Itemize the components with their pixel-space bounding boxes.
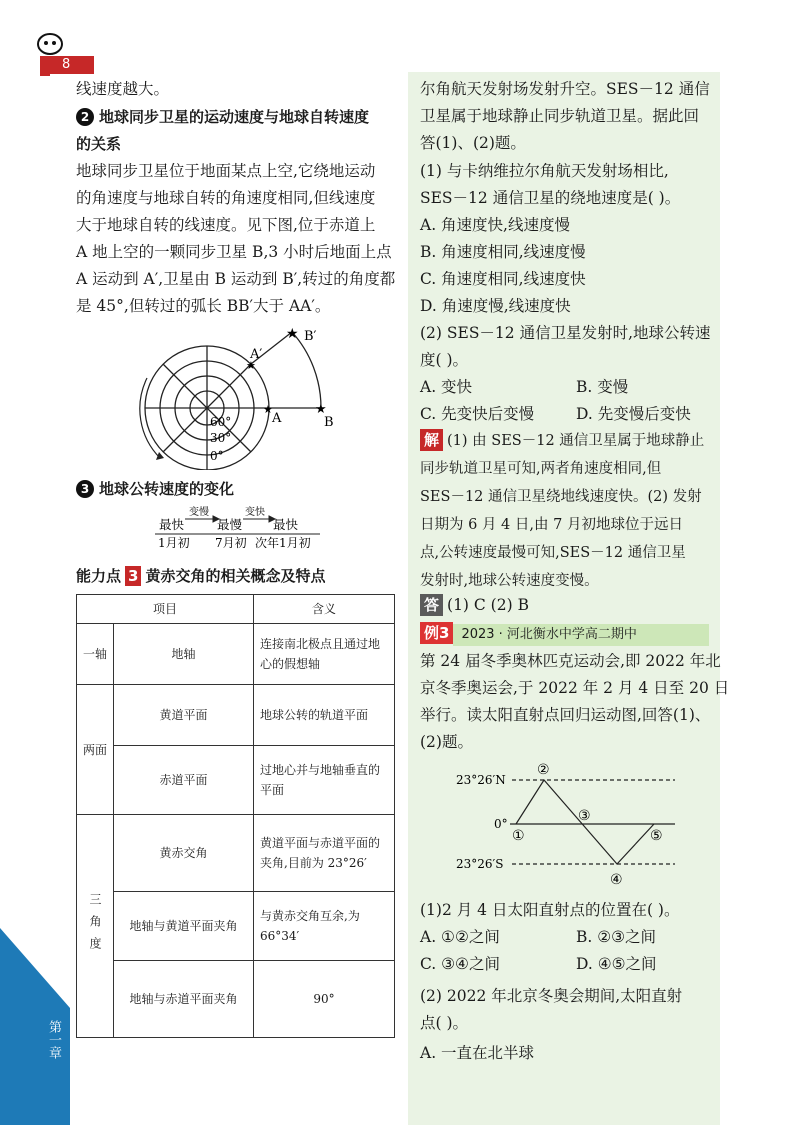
section3-heading (76, 476, 234, 502)
q1-option-b: B. 角速度相同,线速度慢 (420, 243, 586, 261)
q1-option-c: C. 角速度相同,线速度快 (420, 270, 586, 288)
group-one-axis: 一轴 (77, 624, 114, 685)
label-a-prime: A′ (250, 347, 263, 362)
ex-q1-option-d: D. ④⑤之间 (576, 955, 657, 973)
solution-tag: 解 (420, 429, 443, 451)
example-line-1: 第 24 届冬季奥林匹克运动会,即 2022 年北 (420, 652, 721, 670)
row-item: 地轴与黄道平面夹角 (114, 892, 254, 961)
ex-q1-option-a: A. ①②之间 (420, 928, 500, 946)
header-item: 项目 (77, 595, 254, 624)
solution-line-5: 点,公转速度最慢可知,SES－12 通信卫星 (420, 545, 686, 561)
lat-eq-label: 0° (494, 817, 508, 831)
point-3: ③ (578, 808, 591, 824)
section2-title-b: 的关系 (76, 135, 122, 153)
group-three-angles: 三角度 (77, 815, 114, 1038)
ex-q1-line: (1)2 月 4 日太阳直射点的位置在( )。 (420, 901, 680, 919)
section2-number: 2 (76, 108, 94, 126)
speed-s1: 最快 (159, 517, 185, 532)
q2-option-c: C. 先变快后变慢 (420, 405, 535, 423)
q2-line-1: (2) SES－12 通信卫星发射时,地球公转速 (420, 324, 711, 342)
section3-title: 地球公转速度的变化 (99, 480, 235, 498)
ex-q2-line-1: (2) 2022 年北京冬奥会期间,太阳直射 (420, 987, 683, 1005)
point-1: ① (512, 828, 525, 844)
table-row (77, 815, 395, 892)
arrow1-label: 变慢 (189, 507, 209, 518)
ex-q1-option-b: B. ②③之间 (576, 928, 657, 946)
row-item: 地轴 (114, 624, 254, 685)
label-0: 0° (210, 449, 224, 463)
para-line-1: 地球同步卫星位于地面某点上空,它绕地运动 (76, 162, 376, 180)
lat-n-label: 23°26′N (456, 773, 506, 787)
para-line-6: 是 45°,但转过的弧长 BB′大于 AA′。 (76, 297, 331, 315)
point-5: ⑤ (650, 828, 663, 844)
group-two-planes: 两面 (77, 685, 114, 815)
example-line-4: (2)题。 (420, 733, 473, 751)
row-meaning: 黄道平面与赤道平面的夹角,目前为 23°26′ (254, 815, 395, 892)
speed-s2: 最慢 (217, 517, 243, 532)
label-b: B (324, 415, 334, 430)
row-item: 地轴与赤道平面夹角 (114, 961, 254, 1038)
arrow2-label: 变快 (245, 507, 265, 518)
section2-heading (76, 104, 369, 130)
concept-table (76, 594, 395, 1038)
example-line-3: 举行。读太阳直射点回归运动图,回答(1)、 (420, 706, 711, 724)
star-a-prime-icon: ★ (246, 359, 256, 372)
solution-line-6: 发射时,地球公转速度变慢。 (420, 573, 599, 589)
star-a-icon: ★ (263, 403, 273, 416)
intro-line-3: 答(1)、(2)题。 (420, 134, 526, 152)
example-source: 2023 · 河北衡水中学高二期中 (453, 624, 709, 646)
label-30: 30° (210, 431, 232, 445)
table-row (77, 685, 395, 746)
star-b-icon: ★ (315, 402, 327, 417)
time-t2: 7月初 (215, 536, 247, 550)
answer-line (420, 592, 529, 618)
intro-line-2: 卫星属于地球静止同步轨道卫星。据此回 (420, 107, 700, 125)
page-number-tab (44, 56, 94, 74)
solution-line-2: 同步轨道卫星可知,两者角速度相同,但 (420, 461, 662, 477)
label-b-prime: B′ (304, 329, 317, 344)
para-line-5: A 运动到 A′,卫星由 B 运动到 B′,转过的角度都 (76, 270, 396, 288)
row-meaning: 地球公转的轨道平面 (254, 685, 395, 746)
solution-line-3: SES－12 通信卫星绕地线速度快。(2) 发射 (420, 489, 702, 505)
point-4: ④ (610, 872, 623, 888)
example-line-2: 京冬季奥运会,于 2022 年 2 月 4 日至 20 日 (420, 679, 730, 697)
row-item: 黄道平面 (114, 685, 254, 746)
ability-prefix: 能力点 (76, 567, 122, 585)
q1-line-1: (1) 与卡纳维拉尔角航天发射场相比, (420, 162, 669, 180)
satellite-diagram (130, 318, 360, 470)
point-2: ② (537, 762, 550, 778)
subsolar-diagram (450, 760, 690, 892)
table-row (77, 624, 395, 685)
ability-heading (76, 563, 325, 589)
row-meaning: 过地心并与地轴垂直的平面 (254, 746, 395, 815)
speed-s3: 最快 (273, 517, 299, 532)
ability-number: 3 (125, 566, 141, 586)
lat-s-label: 23°26′S (456, 857, 504, 871)
table-header-row (77, 595, 395, 624)
example-tag: 例3 (420, 622, 453, 644)
para-line-2: 的角速度与地球自转的角速度相同,但线速度 (76, 189, 376, 207)
para-line-4: A 地上空的一颗同步卫星 B,3 小时后地面上点 (76, 243, 392, 261)
q1-option-d: D. 角速度慢,线速度快 (420, 297, 571, 315)
solution-line-1 (420, 428, 704, 454)
left-line1: 线速度越大。 (76, 80, 170, 98)
q1-line-2: SES－12 通信卫星的绕地速度是( )。 (420, 189, 681, 207)
ex-q2-option-a: A. 一直在北半球 (420, 1044, 535, 1062)
table-row (77, 961, 395, 1038)
ex-q2-line-2: 点( )。 (420, 1014, 469, 1032)
speed-flow-diagram (155, 504, 335, 550)
row-meaning: 连接南北极点且通过地心的假想轴 (254, 624, 395, 685)
q2-line-2: 度( )。 (420, 351, 469, 369)
row-item: 黄赤交角 (114, 815, 254, 892)
section2-title-a: 地球同步卫星的运动速度与地球自转速度 (99, 108, 370, 126)
label-60: 60° (210, 415, 232, 429)
answer-text: (1) C (2) B (447, 596, 529, 614)
row-item: 赤道平面 (114, 746, 254, 815)
label-a: A (272, 411, 282, 426)
page-number: 8 (62, 57, 71, 72)
solution-text-1: (1) 由 SES－12 通信卫星属于地球静止 (447, 433, 705, 449)
answer-tag: 答 (420, 594, 443, 616)
q1-option-a: A. 角速度快,线速度慢 (420, 216, 570, 234)
q2-option-a: A. 变快 (420, 378, 473, 396)
chapter-label: 第一章 (46, 1020, 61, 1059)
example-header (420, 620, 709, 646)
table-row (77, 746, 395, 815)
q2-option-d: D. 先变慢后变快 (576, 405, 691, 423)
header-meaning: 含义 (254, 595, 395, 624)
time-t3: 次年1月初 (255, 536, 311, 550)
para-line-3: 大于地球自转的线速度。见下图,位于赤道上 (76, 216, 376, 234)
section3-number: 3 (76, 480, 94, 498)
ex-q1-option-c: C. ③④之间 (420, 955, 500, 973)
solution-line-4: 日期为 6 月 4 日,由 7 月初地球位于远日 (420, 517, 683, 533)
row-meaning: 90° (254, 961, 395, 1038)
table-row (77, 892, 395, 961)
star-b-prime-icon: ★ (286, 326, 299, 342)
time-t1: 1月初 (158, 536, 190, 550)
intro-line-1: 尔角航天发射场发射升空。SES－12 通信 (420, 80, 710, 98)
q2-option-b: B. 变慢 (576, 378, 629, 396)
ability-title: 黄赤交角的相关概念及特点 (145, 567, 326, 585)
row-meaning: 与黄赤交角互余,为 66°34′ (254, 892, 395, 961)
